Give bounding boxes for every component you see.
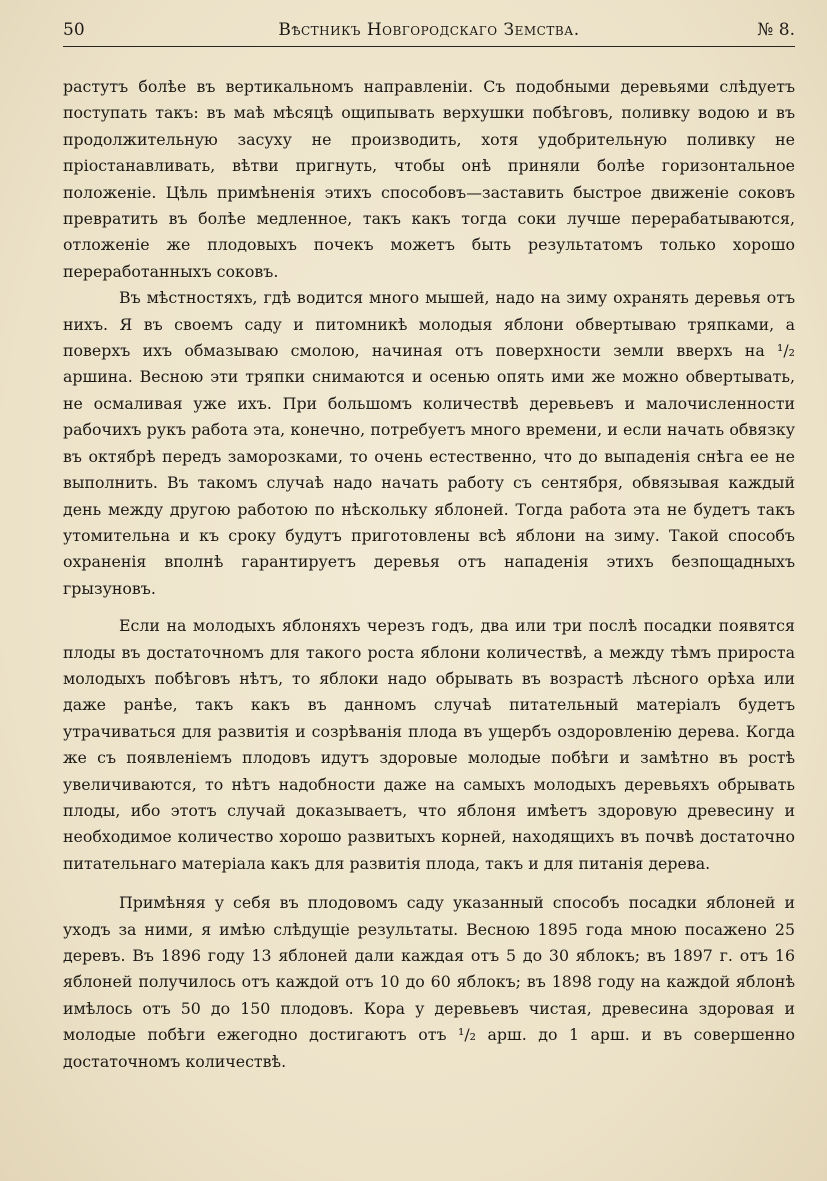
paragraph-2: Въ мѣстностяхъ, гдѣ водится много мышей, надо на зиму охранять деревья отъ нихъ. Я въ своемъ саду и питомникѣ молодыя яблони обвертываю тряпками, а поверхъ ихъ обмазываю смолою, начиная отъ поверхности земли вверхъ на ¹/₂ аршина. Весною эти тряпки снимаются и осенью опять ими же можно обвертывать, не осмаливая уже ихъ. При большомъ количествѣ деревьевъ и малочисленности рабочихъ рукъ работа эта, конечно, потребуетъ много времени, и если начать обвязку въ октябрѣ передъ заморозками, то очень естественно, что до выпаденія снѣга ее не выполнить. Въ такомъ случаѣ надо начать работу съ сентября, обвязывая каждый день между другою работою по нѣскольку яблоней. Тогда работа эта не будетъ такъ утомительна и къ сроку будутъ приготовлены всѣ яблони на зиму. Такой способъ охраненія вполнѣ гарантируетъ деревья отъ нападенія этихъ безпощадныхъ грызуновъ. xyxy=(63,288,795,598)
issue-number: № 8. xyxy=(757,20,795,40)
running-header xyxy=(63,18,795,47)
article-body xyxy=(63,74,795,1075)
paragraph-3: Если на молодыхъ яблоняхъ черезъ годъ, два или три послѣ посадки появятся плоды въ достаточномъ для такого роста яблони количествѣ, а между тѣмъ прироста молодыхъ побѣговъ нѣтъ, то яблоки надо обрывать въ возрастѣ лѣсного орѣха или даже ранѣе, такъ какъ въ данномъ случаѣ питательный матеріалъ будетъ утрачиваться для развитія и созрѣванія плода въ ущербъ оздоровленію дерева. Когда же съ появленіемъ плодовъ идутъ здоровые молодые побѣги и замѣтно въ ростѣ увеличиваются, то нѣтъ надобности даже на самыхъ молодыхъ деревьяхъ обрывать плоды, ибо этотъ случай доказываетъ, что яблоня имѣетъ здоровую древесину и необходимое количество хорошо развитыхъ корней, находящихъ въ почвѣ достаточно питательнаго матеріала какъ для развитія плода, такъ и для питанія дерева. xyxy=(63,616,795,873)
paragraph-4: Примѣняя у себя въ плодовомъ саду указанный способъ посадки яблоней и уходъ за ними, я имѣю слѣдущіе результаты. Весною 1895 года мною посажено 25 деревъ. Въ 1896 году 13 яблоней дали каждая отъ 5 до 30 яблокъ; въ 1897 г. отъ 16 яблоней получилось отъ каждой отъ 10 до 60 яблокъ; въ 1898 году на каждой яблонѣ имѣлось отъ 50 до 150 плодовъ. Кора у деревьевъ чистая, древесина здоровая и молодые побѣги ежегодно достигаютъ отъ ¹/₂ арш. до 1 арш. и въ совершенно достаточномъ количествѣ. xyxy=(63,893,795,1071)
paragraph-1: растутъ болѣе въ вертикальномъ направленіи. Съ подобными деревьями слѣдуетъ поступать такъ: въ маѣ мѣсяцѣ ощипывать верхушки побѣговъ, поливку водою и въ продолжительную засуху не производить, хотя удобрительную поливку не пріостанавливать, вѣтви пригнуть, чтобы онѣ приняли болѣе горизонтальное положеніе. Цѣль примѣненія этихъ способовъ—заставить быстрое движеніе соковъ превратить въ болѣе медленное, такъ какъ тогда соки лучше перерабатываются, отложеніе же плодовыхъ почекъ можетъ быть результатомъ только хорошо переработанныхъ соковъ. xyxy=(63,77,795,281)
journal-title: Вѣстникъ Новгородскаго Земства. xyxy=(278,20,580,40)
page-number: 50 xyxy=(63,20,85,40)
